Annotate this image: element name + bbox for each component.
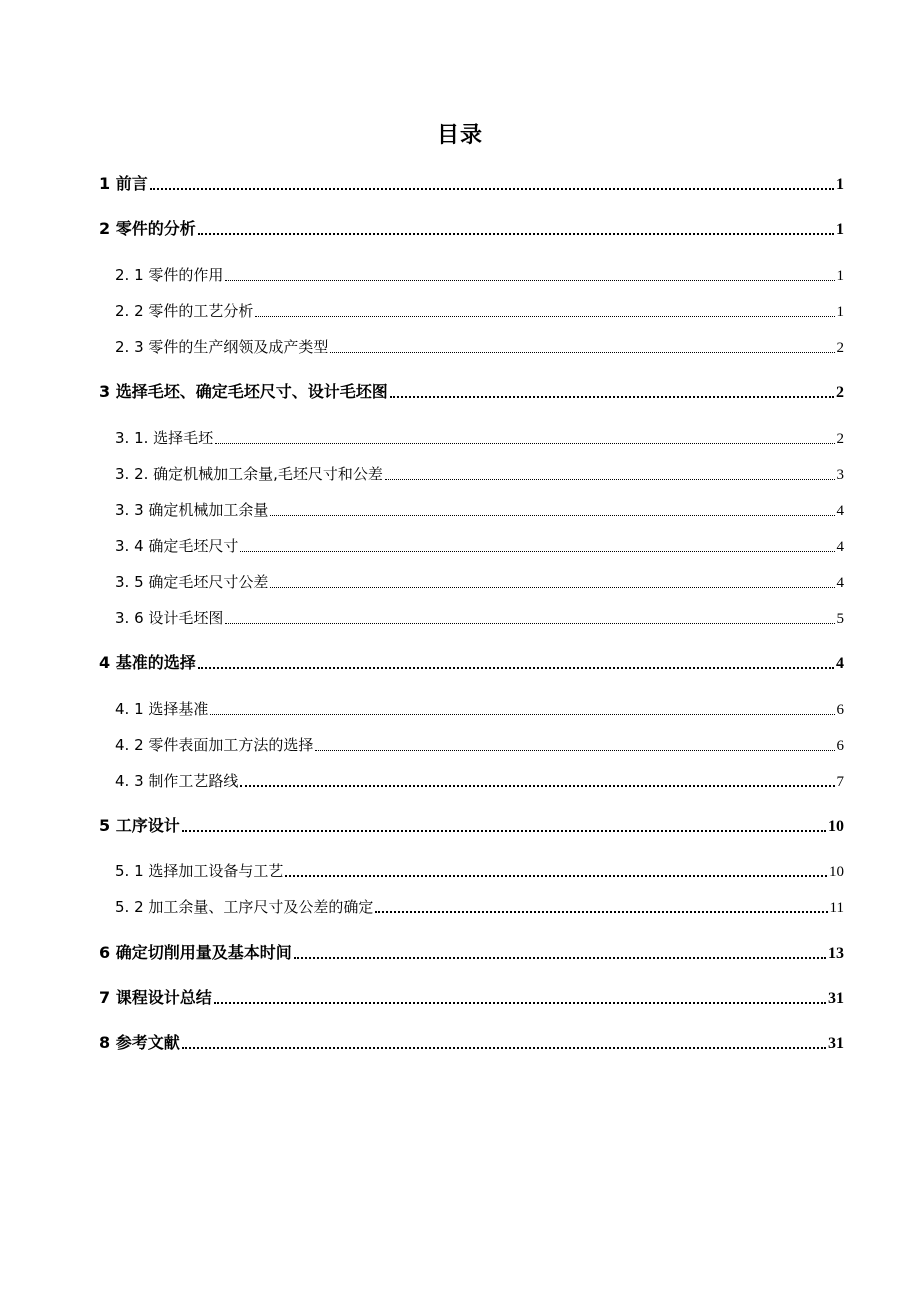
toc-entry-5[interactable] [99, 815, 844, 837]
toc-entry-label: 2. 1 零件的作用 [115, 266, 224, 284]
toc-entry-2-3[interactable] [115, 336, 844, 358]
toc-entry-label: 7 课程设计总结 [99, 988, 212, 1007]
toc-entry-page: 3 [836, 467, 844, 483]
toc-entry-label: 3. 3 确定机械加工余量 [115, 501, 269, 519]
toc-entry-4[interactable] [99, 652, 844, 674]
toc-entry-4-1[interactable] [115, 698, 844, 720]
toc-entry-3-4[interactable] [115, 535, 844, 557]
toc-entry-3[interactable] [99, 381, 844, 403]
toc-entry-label: 2. 3 零件的生产纲领及成产类型 [115, 338, 329, 356]
toc-entry-label: 5. 1 选择加工设备与工艺 [115, 862, 284, 880]
toc-entry-3-3[interactable] [115, 499, 844, 521]
toc-entry-5-2[interactable] [115, 896, 844, 918]
toc-entry-page: 1 [836, 221, 844, 238]
toc-entry-label: 2. 2 零件的工艺分析 [115, 302, 254, 320]
toc-entry-page: 1 [836, 268, 844, 284]
dot-leader [182, 1047, 826, 1049]
dot-leader [214, 1002, 826, 1004]
toc-entry-page: 4 [836, 655, 844, 672]
toc-entry-page: 10 [829, 864, 844, 880]
toc-entry-label: 5. 2 加工余量、工序尺寸及公差的确定 [115, 898, 374, 916]
toc-entry-page: 1 [836, 304, 844, 320]
toc-entry-page: 11 [829, 900, 844, 916]
toc-entry-3-6[interactable] [115, 607, 844, 629]
toc-entry-3-2[interactable] [115, 463, 844, 485]
toc-entry-2[interactable] [99, 218, 844, 240]
toc-entry-page: 10 [828, 818, 844, 835]
toc-entry-page: 6 [836, 702, 844, 718]
dot-leader [210, 714, 834, 715]
dot-leader [240, 551, 834, 552]
toc-entry-3-1[interactable] [115, 427, 844, 449]
toc-title: 目录 [436, 123, 483, 148]
dot-leader [215, 443, 834, 444]
dot-leader [294, 957, 826, 959]
dot-leader [390, 396, 834, 398]
toc-entry-page: 2 [836, 431, 844, 447]
dot-leader [270, 515, 834, 516]
toc-entry-page: 31 [828, 990, 844, 1007]
dot-leader [330, 352, 834, 353]
toc-entry-7[interactable] [99, 987, 844, 1009]
toc-entry-page: 1 [836, 176, 844, 193]
dot-leader [150, 188, 834, 190]
toc-entry-4-2[interactable] [115, 734, 844, 756]
toc-entry-1[interactable] [99, 173, 844, 195]
toc-entry-3-5[interactable] [115, 571, 844, 593]
toc-entry-label: 8 参考文献 [99, 1033, 180, 1052]
dot-leader [315, 750, 834, 751]
dot-leader [225, 623, 834, 624]
dot-leader [240, 785, 834, 787]
toc-entry-label: 3. 4 确定毛坯尺寸 [115, 537, 239, 555]
dot-leader [285, 875, 827, 877]
toc-entry-4-3[interactable] [115, 770, 844, 792]
toc-entry-page: 5 [836, 611, 844, 627]
toc-entry-label: 3 选择毛坯、确定毛坯尺寸、设计毛坯图 [99, 382, 388, 401]
toc-entry-label: 6 确定切削用量及基本时间 [99, 943, 292, 962]
toc-entry-2-2[interactable] [115, 300, 844, 322]
toc-entry-label: 4. 1 选择基准 [115, 700, 209, 718]
dot-leader [198, 233, 834, 235]
toc-entry-label: 4. 2 零件表面加工方法的选择 [115, 736, 314, 754]
toc-entry-page: 7 [836, 774, 844, 790]
dot-leader [198, 667, 834, 669]
toc-entry-label: 4. 3 制作工艺路线 [115, 772, 239, 790]
toc-entry-label: 5 工序设计 [99, 816, 180, 835]
toc-entry-page: 4 [836, 539, 844, 555]
toc-entry-page: 6 [836, 738, 844, 754]
dot-leader [385, 479, 835, 480]
toc-entry-8[interactable] [99, 1032, 844, 1054]
dot-leader [182, 830, 826, 832]
toc-entry-label: 3. 2. 确定机械加工余量,毛坯尺寸和公差 [115, 465, 383, 483]
toc-entry-label: 3. 1. 选择毛坯 [115, 429, 214, 447]
dot-leader [255, 316, 834, 317]
toc-entry-6[interactable] [99, 942, 844, 964]
toc-entry-label: 4 基准的选择 [99, 653, 196, 672]
toc-entry-2-1[interactable] [115, 264, 844, 286]
toc-entry-label: 3. 5 确定毛坯尺寸公差 [115, 573, 269, 591]
dot-leader [270, 587, 834, 588]
dot-leader [225, 280, 834, 281]
dot-leader [375, 911, 827, 913]
toc-entry-page: 2 [836, 384, 844, 401]
toc-entry-label: 1 前言 [99, 174, 148, 193]
toc-entry-page: 13 [828, 945, 844, 962]
toc-entry-label: 2 零件的分析 [99, 219, 196, 238]
toc-entry-5-1[interactable] [115, 860, 844, 882]
toc-entry-page: 4 [836, 503, 844, 519]
toc-entry-page: 4 [836, 575, 844, 591]
toc-entry-page: 31 [828, 1035, 844, 1052]
toc-entry-page: 2 [836, 340, 844, 356]
toc-entry-label: 3. 6 设计毛坯图 [115, 609, 224, 627]
